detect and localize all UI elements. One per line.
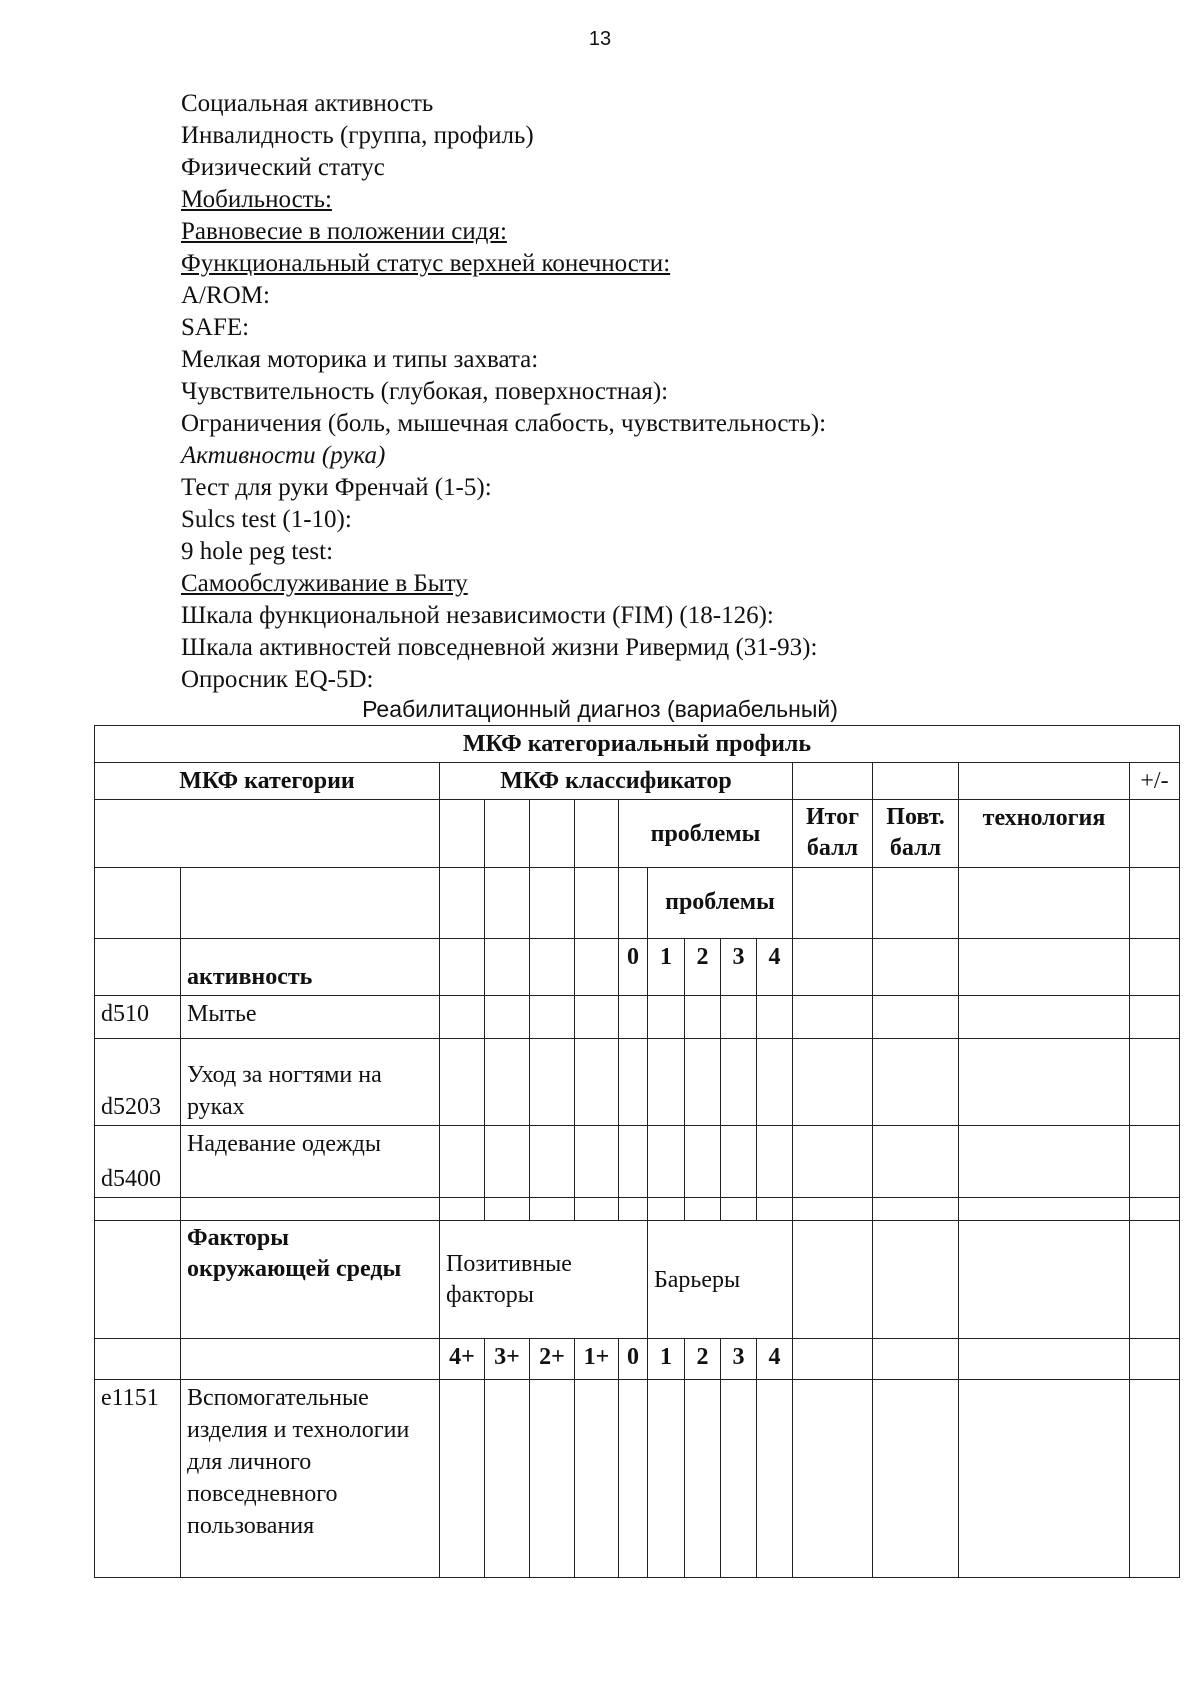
empty-cell: [485, 800, 530, 868]
empty-cell: [485, 939, 530, 996]
empty-cell: [873, 1221, 959, 1339]
empty-cell: [181, 1339, 440, 1380]
empty-cell: [95, 800, 440, 868]
line-sulcs-test: Sulcs test (1-10):: [181, 506, 352, 533]
scale-4: 4: [757, 939, 793, 996]
row-name: Мытье: [181, 996, 440, 1039]
row-code: d510: [95, 996, 181, 1039]
empty-cell: [873, 763, 959, 800]
line-social-activity: Социальная активность: [181, 90, 434, 117]
table-row: [95, 1380, 1180, 1578]
empty-cell: [959, 1339, 1130, 1380]
scale-1: 1: [648, 1339, 685, 1380]
row-code: e1151: [95, 1380, 181, 1578]
empty-cell: [440, 800, 485, 868]
empty-cell: [440, 939, 485, 996]
line-limitations: Ограничения (боль, мышечная слабость, чувствительность):: [181, 410, 827, 437]
line-upper-limb-status: Функциональный статус верхней конечности:: [181, 250, 671, 277]
empty-cell: [959, 1221, 1130, 1339]
diagnosis-title: Реабилитационный диагноз (вариабельный): [362, 696, 838, 722]
empty-cell: [181, 868, 440, 939]
empty-cell: [793, 763, 873, 800]
classifier-header: МКФ классификатор: [440, 763, 793, 800]
problems-subheader: проблемы: [648, 868, 793, 939]
line-sitting-balance: Равновесие в положении сидя:: [181, 218, 507, 245]
row-code: d5203: [95, 1039, 181, 1126]
page-number: 13: [588, 28, 612, 50]
line-fine-motor: Мелкая моторика и типы захвата:: [181, 346, 539, 373]
scale-0: 0: [619, 939, 648, 996]
line-fim-scale: Шкала функциональной независимости (FIM) (18-126):: [181, 602, 774, 629]
row-code: d5400: [95, 1126, 181, 1198]
empty-cell: [530, 800, 575, 868]
table-row: [95, 996, 1180, 1039]
empty-cell: [530, 939, 575, 996]
empty-cell: [575, 800, 619, 868]
scale-3: 3: [721, 1339, 757, 1380]
scale-3: 3: [721, 939, 757, 996]
technology-header: технология: [959, 800, 1130, 868]
povt-ball-header: Повт. балл: [873, 800, 959, 868]
scale-2: 2: [685, 1339, 721, 1380]
scale-0: 0: [619, 1339, 648, 1380]
line-mobility: Мобильность:: [181, 186, 332, 213]
line-frenchay-test: Тест для руки Френчай (1-5):: [181, 474, 492, 501]
empty-cell: [1130, 800, 1180, 868]
empty-cell: [1130, 939, 1180, 996]
empty-cell: [95, 1339, 181, 1380]
icf-profile-table: [94, 725, 1180, 1578]
empty-cell: [1130, 1221, 1180, 1339]
line-arom: A/ROM:: [181, 282, 270, 309]
empty-cell: [530, 868, 575, 939]
empty-cell: [959, 763, 1130, 800]
empty-cell: [619, 868, 648, 939]
scale-2-plus: 2+: [530, 1339, 575, 1380]
empty-cell: [95, 939, 181, 996]
env-factors-header: Факторы окружающей среды: [181, 1221, 440, 1339]
row-name: Надевание одежды: [181, 1126, 440, 1198]
empty-cell: [873, 868, 959, 939]
empty-cell: [485, 868, 530, 939]
line-9-hole-peg-test: 9 hole peg test:: [181, 538, 334, 565]
empty-cell: [873, 939, 959, 996]
empty-cell: [1130, 868, 1180, 939]
positive-factors-header: Позитивные факторы: [440, 1221, 648, 1339]
spacer-row: [95, 1198, 1180, 1221]
row-name: Уход за ногтями на руках: [181, 1039, 440, 1126]
problems-header: проблемы: [619, 800, 793, 868]
barriers-header: Барьеры: [648, 1221, 793, 1339]
profile-title: МКФ категориальный профиль: [95, 726, 1180, 763]
line-rivermead-scale: Шкала активностей повседневной жизни Ривермид (31-93):: [181, 634, 818, 661]
empty-cell: [440, 868, 485, 939]
line-physical-status: Физический статус: [181, 154, 385, 181]
table-row: [95, 1126, 1180, 1198]
line-safe: SAFE:: [181, 314, 250, 341]
scale-3-plus: 3+: [485, 1339, 530, 1380]
empty-cell: [1130, 1339, 1180, 1380]
scale-1-plus: 1+: [575, 1339, 619, 1380]
scale-2: 2: [685, 939, 721, 996]
table-row: [95, 1039, 1180, 1126]
empty-cell: [959, 868, 1130, 939]
empty-cell: [575, 939, 619, 996]
row-name: Вспомогательные изделия и технологии для личного повседневного пользования: [181, 1380, 440, 1578]
empty-cell: [95, 868, 181, 939]
line-eq5d: Опросник EQ-5D:: [181, 666, 374, 693]
line-sensitivity: Чувствительность (глубокая, поверхностная):: [181, 378, 669, 405]
line-hand-activities: Активности (рука): [181, 442, 386, 469]
itog-ball-header: Итог балл: [793, 800, 873, 868]
empty-cell: [793, 1339, 873, 1380]
line-disability: Инвалидность (группа, профиль): [181, 122, 534, 149]
empty-cell: [873, 1339, 959, 1380]
categories-header: МКФ категории: [95, 763, 440, 800]
scale-1: 1: [648, 939, 685, 996]
empty-cell: [793, 1221, 873, 1339]
empty-cell: [575, 868, 619, 939]
line-self-care: Самообслуживание в Быту: [181, 570, 468, 597]
plus-minus-header: +/-: [1130, 763, 1180, 800]
scale-4-plus: 4+: [440, 1339, 485, 1380]
empty-cell: [959, 939, 1130, 996]
empty-cell: [793, 868, 873, 939]
empty-cell: [793, 939, 873, 996]
empty-cell: [95, 1221, 181, 1339]
scale-4: 4: [757, 1339, 793, 1380]
activity-header: активность: [181, 939, 440, 996]
form-lines: [181, 88, 1081, 696]
